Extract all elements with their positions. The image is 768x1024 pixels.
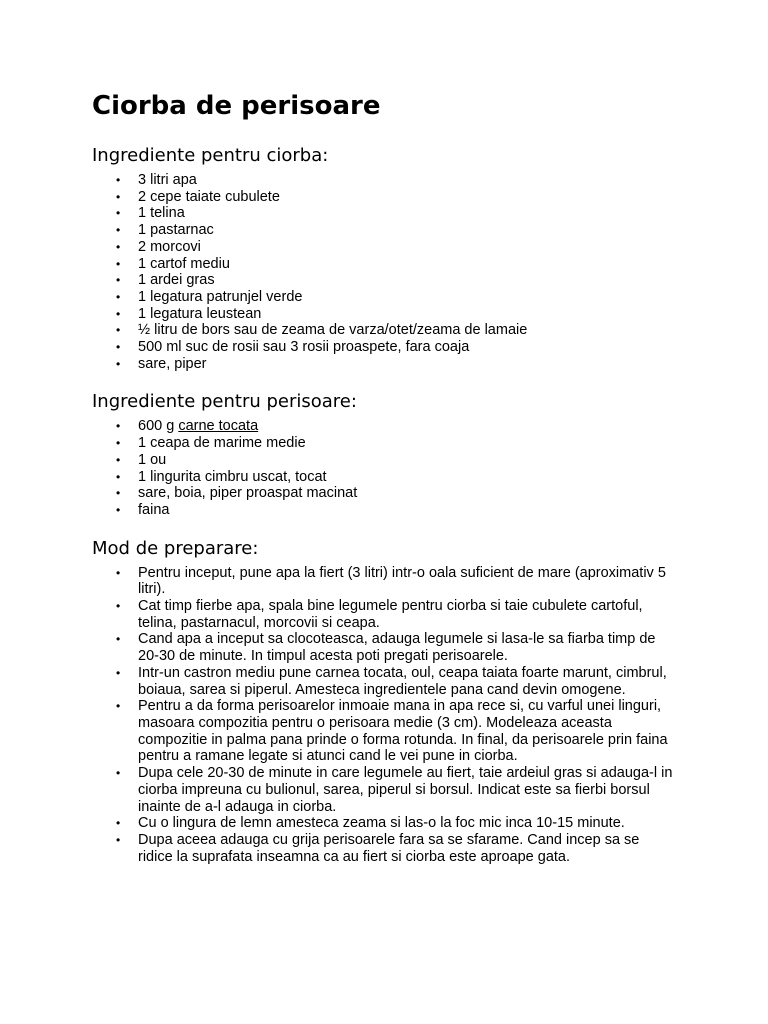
list-item: • 1 lingurita cimbru uscat, tocat <box>138 469 692 486</box>
list-item: • 1 telina <box>138 205 692 222</box>
list-item: • 500 ml suc de rosii sau 3 rosii proaspete, fara coaja <box>138 339 692 356</box>
step-item: • Dupa cele 20-30 de minute in care legumele au fiert, taie ardeiul gras si adauga-l in ciorba impreuna cu bulionul, sarea, piperul si borsul. Indicat este sa fierbi borsul inainte de a-l adauga in ciorba. <box>138 765 678 815</box>
list-item <box>138 418 692 435</box>
step-item: • Cat timp fierbe apa, spala bine legumele pentru ciorba si taie cubulete cartoful, telina, pastarnacul, morcovii si ceapa. <box>138 598 678 631</box>
list-item: • 1 legatura patrunjel verde <box>138 289 692 306</box>
ciorba-ingredients-list <box>92 172 692 372</box>
list-item: • sare, boia, piper proaspat macinat <box>138 485 692 502</box>
page-title: Ciorba de perisoare <box>92 91 381 121</box>
perisoare-ingredients-heading: Ingrediente pentru perisoare: <box>92 391 357 413</box>
list-item: • 1 ardei gras <box>138 272 692 289</box>
step-item: • Cand apa a inceput sa clocoteasca, adauga legumele si lasa-le sa fiarba timp de 20-30 de minute. In timpul acesta poti pregati perisoarele. <box>138 631 678 664</box>
list-item: • faina <box>138 502 692 519</box>
list-item: • 1 pastarnac <box>138 222 692 239</box>
step-item: • Intr-un castron mediu pune carnea tocata, oul, ceapa taiata foarte marunt, cimbrul, boiaua, sarea si piperul. Amesteca ingredientele pana cand devin omogene. <box>138 665 678 698</box>
preparation-section <box>92 537 692 866</box>
list-item: • 1 legatura leustean <box>138 306 692 323</box>
ciorba-ingredients-heading: Ingrediente pentru ciorba: <box>92 145 329 166</box>
step-item: • Dupa aceea adauga cu grija perisoarele fara sa se sfarame. Cand incep sa se ridice la suprafata inseamna ca au fiert si ciorba este aproape gata. <box>138 832 678 865</box>
step-item: • Pentru inceput, pune apa la fiert (3 litri) intr-o oala suficient de mare (aproximativ 5 litri). <box>138 565 678 598</box>
list-item: • ½ litru de bors sau de zeama de varza/otet/zeama de lamaie <box>138 322 692 339</box>
list-item-text: 600 g <box>138 418 179 435</box>
list-item: • sare, piper <box>138 356 692 373</box>
ciorba-ingredients-section <box>92 144 692 372</box>
list-item: • 1 ou <box>138 452 692 469</box>
list-item: • 3 litri apa <box>138 172 692 189</box>
list-item: • 1 ceapa de marime medie <box>138 435 692 452</box>
list-item: • 2 morcovi <box>138 239 692 256</box>
recipe-document <box>92 88 692 883</box>
list-item: • 2 cepe taiate cubulete <box>138 189 692 206</box>
preparation-heading: Mod de preparare: <box>92 537 259 559</box>
list-item: • 1 cartof mediu <box>138 256 692 273</box>
preparation-steps-list <box>92 565 678 866</box>
perisoare-ingredients-list <box>92 418 692 518</box>
perisoare-ingredients-section <box>92 390 692 518</box>
carne-tocata-link[interactable]: carne tocata <box>178 418 259 435</box>
step-item: • Cu o lingura de lemn amesteca zeama si las-o la foc mic inca 10-15 minute. <box>138 815 678 832</box>
step-item: • Pentru a da forma perisoarelor inmoaie mana in apa rece si, cu varful unei linguri, masoara compozitia pentru o perisoara medie (3 cm). Modeleaza aceasta compozitie in palma pana prinde o forma rotunda. In final, da perisoarele prin faina pentru a ramane legate si atunci cand le vei pune in ciorba. <box>138 698 678 765</box>
